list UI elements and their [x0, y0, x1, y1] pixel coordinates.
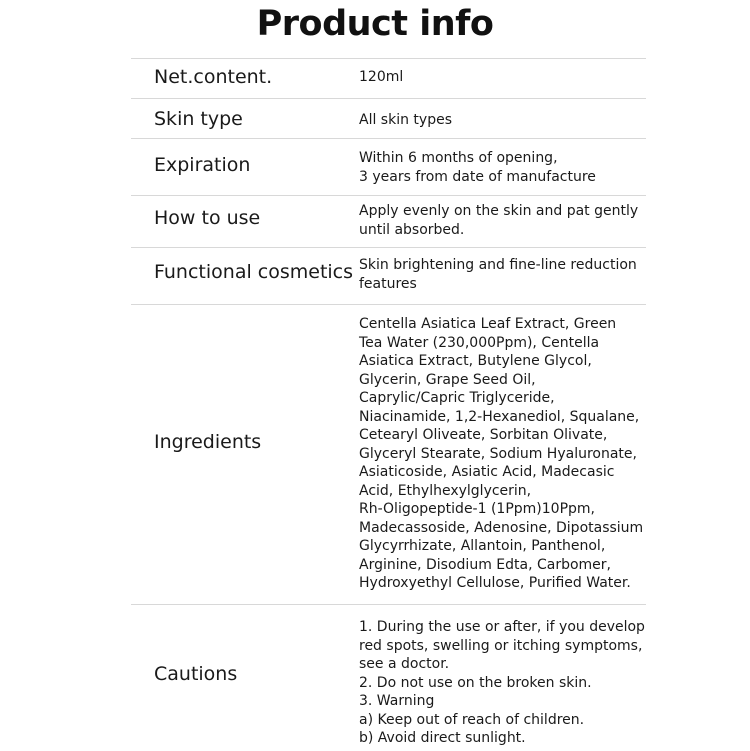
row-label: Net.content. [154, 66, 273, 88]
row-label: Expiration [154, 154, 251, 176]
row-label: Functional cosmetics [154, 261, 354, 283]
value-line: Hydroxyethyl Cellulose, Purified Water. [359, 575, 631, 591]
row-value [359, 68, 634, 87]
row-value [359, 315, 644, 593]
row-value [359, 618, 645, 748]
table-row-net-content [131, 58, 646, 99]
row-label: Skin type [154, 108, 243, 130]
value-line: Niacinamide, 1,2-Hexanediol, Squalane, [359, 408, 640, 425]
value-line: Rh-Oligopeptide-1 (1Ppm)10Ppm, [359, 501, 595, 517]
value-line: All skin types [359, 112, 452, 128]
value-line: 120ml [359, 69, 404, 85]
value-line: Apply evenly on the skin and pat gently [359, 203, 639, 219]
table-row-ingredients [131, 304, 646, 605]
value-line: 1. During the use or after, if you develop [359, 619, 645, 635]
value-line: Within 6 months of opening, [359, 150, 558, 166]
value-line: see a doctor. [359, 656, 450, 672]
value-line: a) Keep out of reach of children. [359, 711, 585, 728]
value-line: Asiaticoside, Asiatic Acid, Madecasic [359, 464, 615, 480]
row-value [359, 111, 634, 130]
value-line: Acid, Ethylhexylglycerin, [359, 482, 532, 499]
table-row-expiration [131, 138, 646, 196]
value-line: 2. Do not use on the broken skin. [359, 674, 592, 691]
table-row-how-to-use [131, 195, 646, 248]
value-line: 3 years from date of manufacture [359, 168, 596, 185]
value-line: Glycyrrhizate, Allantoin, Panthenol, [359, 538, 606, 554]
value-line: until absorbed. [359, 221, 465, 238]
value-line: Madecassoside, Adenosine, Dipotassium [359, 519, 644, 536]
value-line: Tea Water (230,000Ppm), Centella [359, 334, 600, 351]
table-row-functional-cosmetics [131, 247, 646, 305]
row-value [359, 256, 637, 293]
value-line: Glycerin, Grape Seed Oil, [359, 371, 536, 388]
table-row-skin-type [131, 98, 646, 139]
value-line: b) Avoid direct sunlight. [359, 730, 526, 746]
value-line: 3. Warning [359, 693, 435, 709]
table-row-cautions [131, 604, 646, 751]
row-value [359, 149, 634, 186]
value-line: Caprylic/Capric Triglyceride, [359, 390, 555, 406]
value-line: Cetearyl Oliveate, Sorbitan Olivate, [359, 427, 608, 443]
value-line: Glyceryl Stearate, Sodium Hyaluronate, [359, 445, 637, 462]
value-line: Asiatica Extract, Butylene Glycol, [359, 353, 592, 369]
row-label: Ingredients [154, 431, 262, 453]
value-line: Centella Asiatica Leaf Extract, Green [359, 316, 617, 332]
row-label: How to use [154, 207, 261, 229]
value-line: Skin brightening and fine-line reduction [359, 257, 637, 273]
page-title: Product info [256, 4, 494, 44]
row-value [359, 202, 639, 239]
row-label: Cautions [154, 663, 238, 685]
value-line: Arginine, Disodium Edta, Carbomer, [359, 556, 611, 573]
value-line: features [359, 275, 417, 292]
value-line: red spots, swelling or itching symptoms, [359, 637, 643, 654]
